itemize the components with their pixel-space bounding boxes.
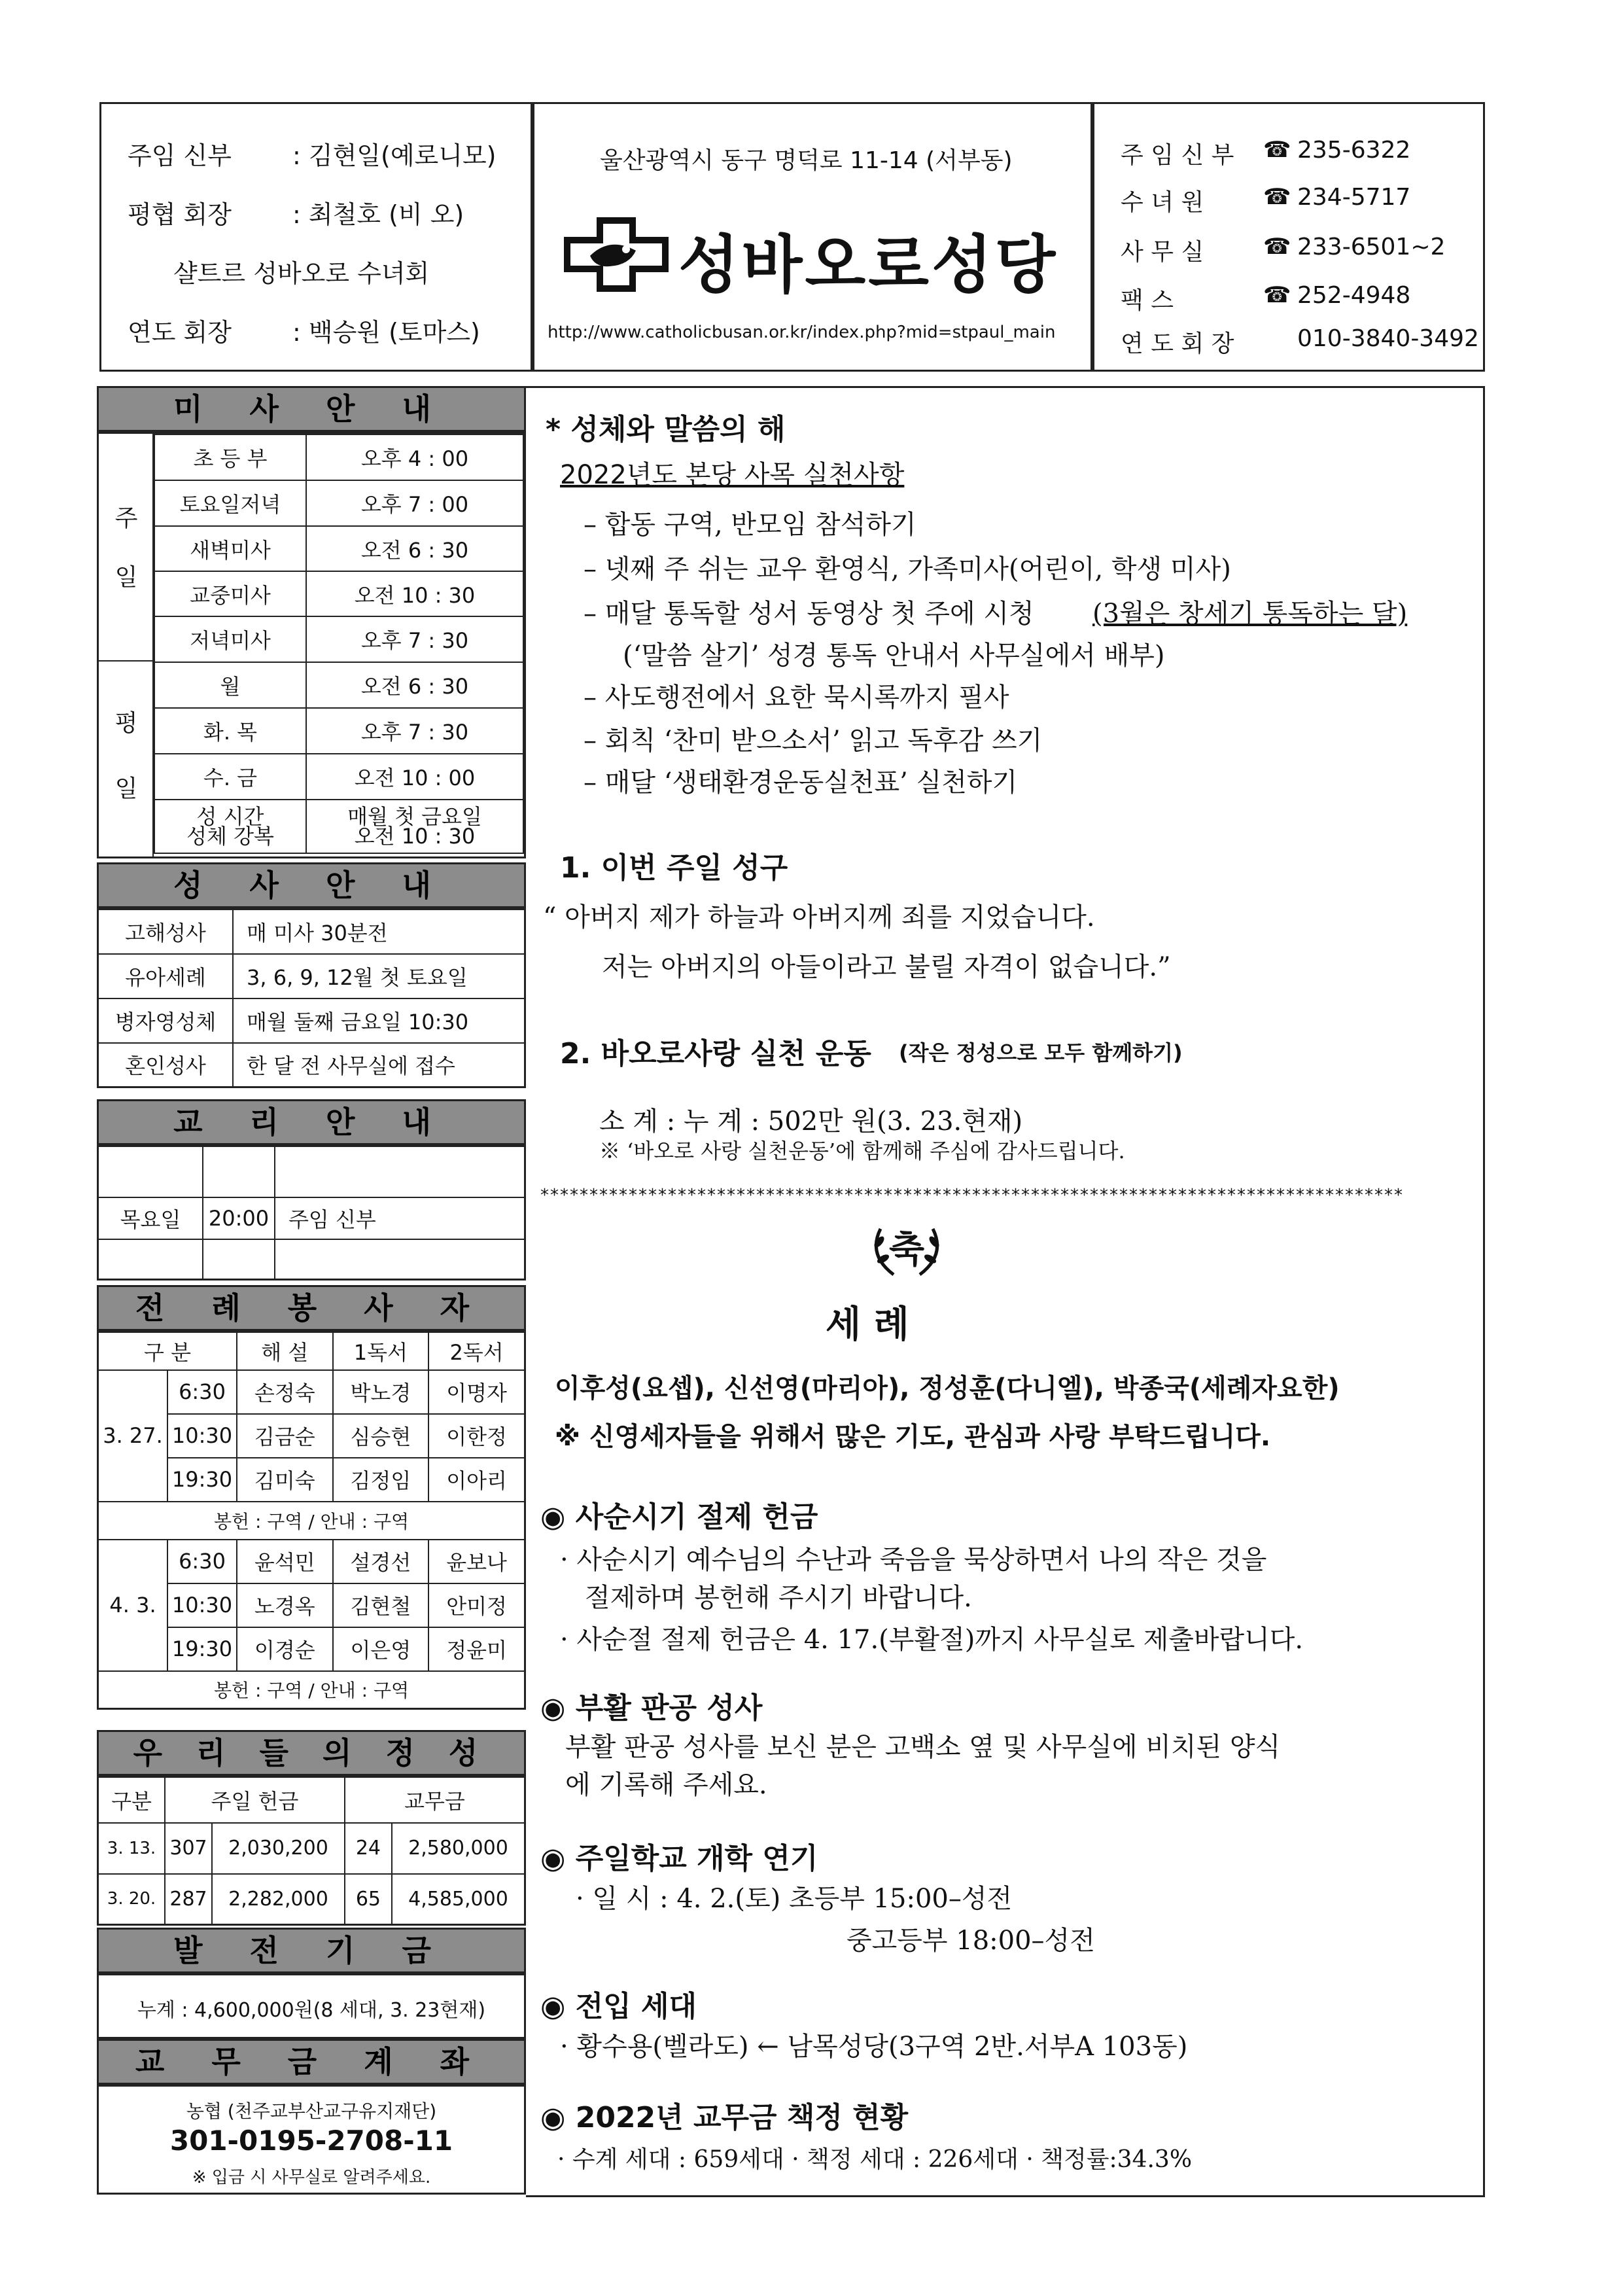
sacrament-name: 혼인성사 <box>98 1043 234 1087</box>
offering-header: 교무금 <box>345 1777 525 1823</box>
adoration-name-1: 성 시간 <box>196 804 264 829</box>
servers-time: 6:30 <box>167 1540 237 1583</box>
sacrament-title-bar: 성 사 안 내 <box>97 862 526 908</box>
servers-date: 4. 3. <box>98 1540 168 1671</box>
practice-item: – 넷째 주 쉬는 교우 환영식, 가족미사(어린이, 학생 미사) <box>584 554 1231 584</box>
offering-header: 주일 헌금 <box>165 1777 345 1823</box>
header-center-box <box>532 102 1092 372</box>
account-number: 301-0195-2708-11 <box>169 2125 453 2157</box>
servers-table-wrap <box>97 1331 526 1710</box>
sisters-text: 샬트르 성바오로 수녀회 <box>173 259 430 288</box>
adoration-name-2: 성체 강복 <box>186 824 274 849</box>
mass-time: 오전 10 : 30 <box>306 571 523 616</box>
catechism-time: 20:00 <box>203 1197 275 1239</box>
contact-phone: 010-3840-3492 <box>1297 325 1479 352</box>
verse-line: 저는 아버지의 아들이라고 불릴 자격이 없습니다.” <box>602 952 1171 982</box>
phone-icon: ☎ <box>1263 184 1291 210</box>
celebrate-emblem <box>861 1209 952 1288</box>
love-title: 2. 바오로사랑 실천 운동 <box>560 1037 871 1070</box>
mass-time: 오후 7 : 30 <box>306 708 523 754</box>
yeondo-label: 연도 회장 <box>128 318 232 347</box>
servers-note: 봉헌 : 구역 / 안내 : 구역 <box>98 1502 525 1540</box>
catechism-who: 주임 신부 <box>275 1197 525 1239</box>
offering-date: 3. 13. <box>98 1823 166 1874</box>
weekday-label <box>99 662 154 857</box>
practice-item-underlined: (3월은 창세기 통독하는 달) <box>1092 599 1408 629</box>
mass-schedule <box>154 434 524 854</box>
sacrament-value: 매 미사 30분전 <box>233 910 525 954</box>
servers-time: 10:30 <box>167 1414 237 1458</box>
sunday-label <box>99 434 154 662</box>
phone-icon: ☎ <box>1263 137 1291 163</box>
contact-phone: 252-4948 <box>1297 282 1411 309</box>
contact-label: 주 임 신 부 <box>1121 142 1234 169</box>
move-line: · 황수용(벨라도) ← 남목성당(3구역 2반.서부A 103동) <box>560 2032 1188 2062</box>
header-left-box <box>99 102 532 372</box>
mass-time: 오후 4 : 00 <box>306 434 523 480</box>
love-line: 소 계 : 누 계 : 502만 원(3. 23.현재) <box>599 1106 1023 1137</box>
mass-name: 수. 금 <box>154 754 306 800</box>
sacrament-value: 매월 둘째 금요일 10:30 <box>233 998 525 1043</box>
servers-header: 2독서 <box>428 1332 525 1370</box>
servers-commentary: 김금순 <box>237 1414 333 1458</box>
practice-item: – 매달 ‘생태환경운동실천표’ 실천하기 <box>584 768 1018 798</box>
servers-commentary: 노경옥 <box>237 1583 333 1627</box>
practice-item: – 사도행전에서 요한 묵시록까지 필사 <box>584 682 1009 713</box>
mass-time: 오전 6 : 30 <box>306 662 523 708</box>
church-logo <box>561 215 672 294</box>
easter-line: 에 기록해 주세요. <box>565 1770 767 1800</box>
address: 울산광역시 동구 명덕로 11-14 (서부동) <box>600 147 1013 174</box>
school-title: ◉ 주일학교 개학 연기 <box>540 1842 818 1875</box>
practice-item: – 매달 통독할 성서 동영상 첫 주에 시청 <box>584 599 1034 629</box>
account-title-bar: 교 무 금 계 좌 <box>97 2039 526 2085</box>
sacrament-value: 3, 6, 9, 12월 첫 토요일 <box>233 954 525 998</box>
yeondo-value: : 백승원 (토마스) <box>292 318 480 347</box>
servers-header: 1독서 <box>333 1332 429 1370</box>
servers-header: 해 설 <box>237 1332 333 1370</box>
dues-amount: 4,585,000 <box>392 1874 525 1925</box>
school-line: 중고등부 18:00–성전 <box>846 1926 1095 1956</box>
dues-count: 65 <box>345 1874 392 1925</box>
mass-name: 월 <box>154 662 306 708</box>
adoration-time-2: 오전 10 : 30 <box>354 824 476 849</box>
mass-name: 토요일저녁 <box>154 480 306 526</box>
dues-amount: 2,580,000 <box>392 1823 525 1874</box>
contact-phone: 234-5717 <box>1297 184 1411 211</box>
sacrament-table-wrap <box>97 908 526 1088</box>
mass-time: 오후 7 : 00 <box>306 480 523 526</box>
church-name: 성바오로성당 <box>678 228 1058 302</box>
lent-line: 절제하며 봉헌해 주시기 바랍니다. <box>585 1583 972 1613</box>
practice-item: – 회칙 ‘찬미 받으소서’ 읽고 독후감 쓰기 <box>584 726 1043 756</box>
lent-title: ◉ 사순시기 절제 헌금 <box>540 1500 818 1534</box>
servers-reading2: 이한정 <box>428 1414 525 1458</box>
servers-reading1: 심승현 <box>333 1414 429 1458</box>
easter-title: ◉ 부활 판공 성사 <box>540 1691 763 1725</box>
account-box <box>97 2085 526 2195</box>
offering-count: 287 <box>165 1874 212 1925</box>
sacrament-value: 한 달 전 사무실에 접수 <box>233 1043 525 1087</box>
baptism-note: ※ 신영세자들을 위해서 많은 기도, 관심과 사랑 부탁드립니다. <box>555 1422 1271 1452</box>
weekday-label-char2: 일 <box>114 775 138 802</box>
adoration-time <box>306 800 523 853</box>
mass-name: 초 등 부 <box>154 434 306 480</box>
weekday-label-char1: 평 <box>114 710 138 737</box>
servers-commentary: 이경순 <box>237 1627 333 1671</box>
mass-name: 새벽미사 <box>154 526 306 571</box>
love-subtitle: (작은 정성으로 모두 함께하기) <box>899 1040 1183 1065</box>
dues-count: 24 <box>345 1823 392 1874</box>
verse-line: “ 아버지 제가 하늘과 아버지께 죄를 지었습니다. <box>543 902 1095 932</box>
sacrament-name: 병자영성체 <box>98 998 234 1043</box>
catechism-table-wrap <box>97 1145 526 1280</box>
pastor-value: : 김현일(예로니모) <box>292 141 497 170</box>
practice-title: 2022년도 본당 사목 실천사항 <box>560 460 905 490</box>
council-label: 평협 회장 <box>128 200 232 229</box>
dues-line: · 수계 세대 : 659세대 · 책정 세대 : 226세대 · 책정률:34.3% <box>557 2146 1193 2173</box>
offering-table <box>97 1776 526 1926</box>
fund-text: 누계 : 4,600,000원(8 세대, 3. 23현재) <box>137 1999 486 2022</box>
servers-date: 3. 27. <box>98 1370 168 1502</box>
love-note: ※ ‘바오로 사랑 실천운동’에 함께해 주심에 감사드립니다. <box>599 1139 1125 1163</box>
year-title: * 성체와 말씀의 해 <box>546 413 786 446</box>
mass-name: 화. 목 <box>154 708 306 754</box>
catechism-table <box>97 1145 526 1280</box>
adoration-time-1: 매월 첫 금요일 <box>347 804 482 829</box>
servers-header: 구 분 <box>98 1332 237 1370</box>
contact-phone: 233-6501~2 <box>1297 234 1446 260</box>
servers-note: 봉헌 : 구역 / 안내 : 구역 <box>98 1671 525 1709</box>
contact-label: 팩 스 <box>1121 287 1174 314</box>
servers-reading2: 이명자 <box>428 1370 525 1414</box>
fund-box <box>97 1973 526 2039</box>
mass-time: 오전 6 : 30 <box>306 526 523 571</box>
baptism-names: 이후성(요셉), 신선영(마리아), 정성훈(다니엘), 박종국(세례자요한) <box>555 1373 1340 1404</box>
sunday-label-char2: 일 <box>114 564 138 591</box>
servers-reading2: 정윤미 <box>428 1627 525 1671</box>
servers-table <box>97 1331 526 1710</box>
verse-title: 1. 이번 주일 성구 <box>560 851 788 885</box>
star-divider: **************************************************************************************** <box>540 1186 1404 1205</box>
mass-time: 오후 7 : 30 <box>306 616 523 662</box>
dove-cross-icon <box>561 215 672 294</box>
servers-commentary: 윤석민 <box>237 1540 333 1583</box>
adoration-name <box>154 800 306 853</box>
offering-count: 307 <box>165 1823 212 1874</box>
lent-line: · 사순절 절제 헌금은 4. 17.(부활절)까지 사무실로 제출바랍니다. <box>560 1625 1304 1655</box>
school-line: · 일 시 : 4. 2.(토) 초등부 15:00–성전 <box>576 1884 1013 1914</box>
mass-schedule-table <box>154 434 524 854</box>
sacrament-name: 유아세례 <box>98 954 234 998</box>
account-bank: 농협 (천주교부산교구유지재단) <box>186 2100 437 2122</box>
servers-reading2: 이아리 <box>428 1458 525 1502</box>
offering-date: 3. 20. <box>98 1874 166 1925</box>
celebrate-glyph: 축 <box>888 1229 925 1271</box>
servers-reading1: 김현철 <box>333 1583 429 1627</box>
sacrament-table <box>97 908 526 1088</box>
catechism-title-bar: 교 리 안 내 <box>97 1099 526 1145</box>
council-value: : 최철호 (비 오) <box>292 200 464 229</box>
catechism-day: 목요일 <box>98 1197 203 1239</box>
offering-amount: 2,282,000 <box>212 1874 345 1925</box>
sunday-label-char1: 주 <box>114 505 138 532</box>
phone-icon: ☎ <box>1263 282 1291 308</box>
servers-reading1: 이은영 <box>333 1627 429 1671</box>
servers-time: 6:30 <box>167 1370 237 1414</box>
servers-commentary: 김미숙 <box>237 1458 333 1502</box>
practice-item: – 합동 구역, 반모임 참석하기 <box>584 510 916 540</box>
baptism-title: 세 례 <box>826 1303 909 1346</box>
offering-amount: 2,030,200 <box>212 1823 345 1874</box>
mass-name: 저녁미사 <box>154 616 306 662</box>
dues-title: ◉ 2022년 교무금 책정 현황 <box>540 2101 909 2134</box>
move-title: ◉ 전입 세대 <box>540 1990 697 2023</box>
contact-label: 연 도 회 장 <box>1121 330 1234 357</box>
phone-icon: ☎ <box>1263 234 1291 260</box>
servers-reading2: 윤보나 <box>428 1540 525 1583</box>
offering-title-bar: 우 리 들 의 정 성 <box>97 1730 526 1776</box>
sacrament-name: 고해성사 <box>98 910 234 954</box>
header-right-box <box>1092 102 1485 372</box>
servers-reading1: 박노경 <box>333 1370 429 1414</box>
servers-reading2: 안미정 <box>428 1583 525 1627</box>
easter-line: 부활 판공 성사를 보신 분은 고백소 옆 및 사무실에 비치된 양식 <box>565 1732 1281 1762</box>
servers-title-bar: 전 례 봉 사 자 <box>97 1285 526 1331</box>
servers-time: 10:30 <box>167 1583 237 1627</box>
church-url[interactable]: http://www.catholicbusan.or.kr/index.php?mid=stpaul_main <box>548 323 1056 342</box>
contact-label: 수 녀 원 <box>1121 189 1204 216</box>
mass-time: 오전 10 : 00 <box>306 754 523 800</box>
servers-reading1: 김정임 <box>333 1458 429 1502</box>
contact-label: 사 무 실 <box>1121 239 1204 266</box>
servers-reading1: 설경선 <box>333 1540 429 1583</box>
servers-time: 19:30 <box>167 1458 237 1502</box>
practice-item: (‘말씀 살기’ 성경 통독 안내서 사무실에서 배부) <box>623 641 1165 671</box>
fund-title-bar: 발 전 기 금 <box>97 1928 526 1973</box>
mass-table <box>97 432 526 858</box>
offering-header: 구분 <box>98 1777 166 1823</box>
mass-title-bar: 미 사 안 내 <box>97 386 526 432</box>
servers-time: 19:30 <box>167 1627 237 1671</box>
account-note: ※ 입금 시 사무실로 알려주세요. <box>192 2168 431 2187</box>
lent-line: · 사순시기 예수님의 수난과 죽음을 묵상하면서 나의 작은 것을 <box>560 1545 1267 1575</box>
servers-commentary: 손정숙 <box>237 1370 333 1414</box>
offering-table-wrap <box>97 1776 526 1926</box>
pastor-label: 주임 신부 <box>128 141 232 170</box>
contact-phone: 235-6322 <box>1297 137 1411 164</box>
mass-name: 교중미사 <box>154 571 306 616</box>
